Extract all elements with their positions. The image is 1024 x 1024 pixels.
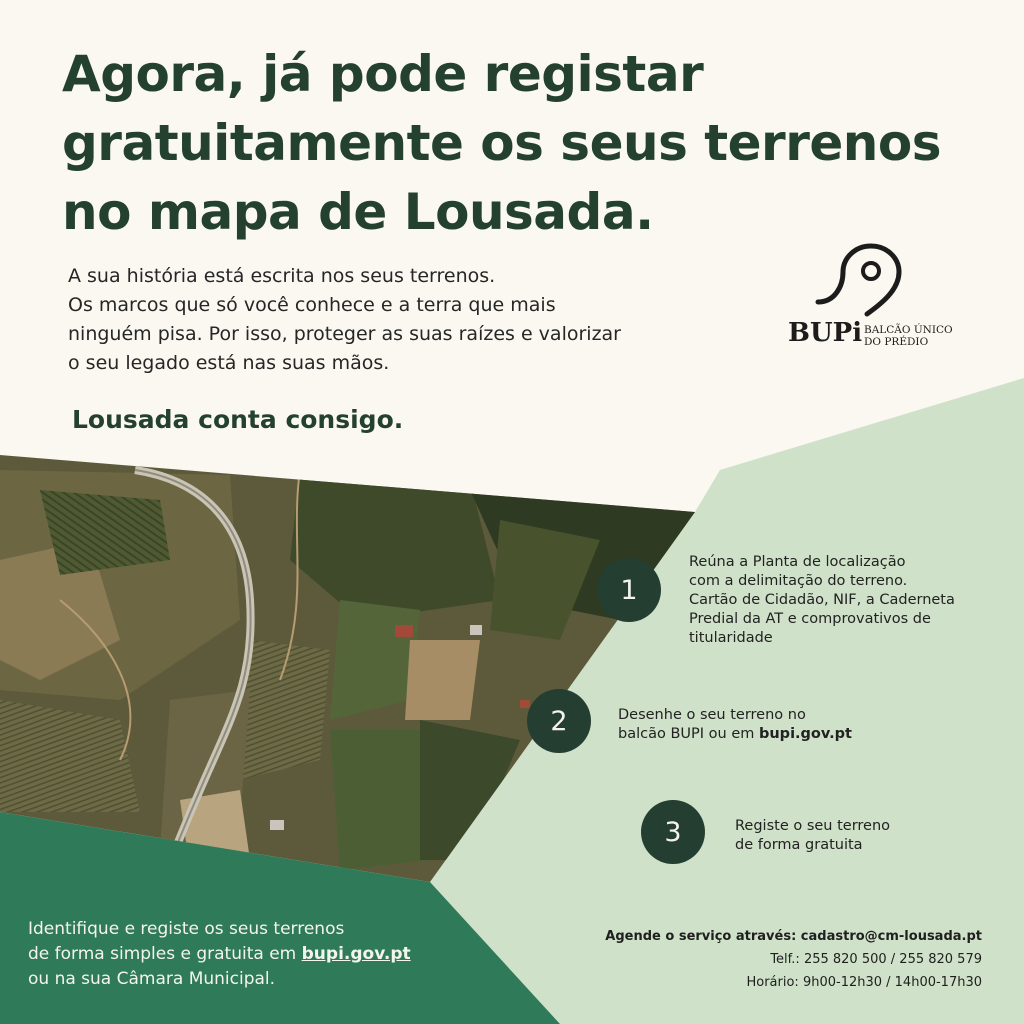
step-3-line: Registe o seu terreno (735, 818, 891, 834)
step-1-text (689, 553, 955, 648)
step-1-line: Cartão de Cidadão, NIF, a Caderneta (689, 592, 955, 608)
step-1-number: 1 (597, 558, 661, 622)
contact-info (605, 925, 982, 994)
step-3-text (735, 817, 890, 855)
phone-numbers: Telf.: 255 820 500 / 255 820 579 (770, 952, 982, 967)
step-2-line (618, 725, 852, 744)
step-1-line: Reúna a Planta de localização (689, 554, 906, 570)
footer-left-prefix: de forma simples e gratuita em (28, 944, 302, 964)
booking-email[interactable]: Agende o serviço através: cadastro@cm-lousada.pt (605, 929, 982, 944)
step-1-line: Predial da AT e comprovativos de (689, 611, 931, 627)
step-2-line: Desenhe o seu terreno no (618, 707, 806, 723)
intro-line: o seu legado está nas suas mãos. (68, 352, 390, 374)
bupi-link[interactable]: bupi.gov.pt (301, 944, 411, 964)
step-1-line: titularidade (689, 630, 773, 646)
opening-hours: Horário: 9h00-12h30 / 14h00-17h30 (746, 975, 982, 990)
step-2-number: 2 (527, 689, 591, 753)
headline-line: no mapa de Lousada. (62, 183, 654, 241)
step-2-prefix: balcão BUPI ou em (618, 726, 759, 742)
intro-line: Os marcos que só você conhece e a terra que mais (68, 294, 556, 316)
step-2-text (618, 706, 852, 744)
step-3-number: 3 (641, 800, 705, 864)
intro-line: A sua história está escrita nos seus terrenos. (68, 265, 496, 287)
bupi-subtitle (864, 324, 953, 348)
step-3-line: de forma gratuita (735, 837, 863, 853)
bupi-link[interactable]: bupi.gov.pt (758, 726, 852, 742)
tagline: Lousada conta consigo. (72, 405, 404, 434)
intro-paragraph (68, 262, 688, 378)
headline (62, 40, 962, 247)
headline-line: gratuitamente os seus terrenos (62, 114, 941, 172)
bupi-subtitle-line: BALCÃO ÚNICO (864, 324, 953, 336)
headline-line: Agora, já pode registar (62, 45, 704, 103)
intro-line: ninguém pisa. Por isso, proteger as suas raízes e valorizar (68, 323, 621, 345)
bupi-subtitle-line: DO PRÉDIO (864, 336, 929, 348)
footer-left-text (28, 917, 468, 992)
step-1-line: com a delimitação do terreno. (689, 573, 908, 589)
footer-left-line: Identifique e registe os seus terrenos (28, 919, 345, 939)
footer-left-line (28, 942, 468, 967)
footer-left-line: ou na sua Câmara Municipal. (28, 969, 276, 989)
bupi-wordmark: BUPi (788, 318, 863, 348)
